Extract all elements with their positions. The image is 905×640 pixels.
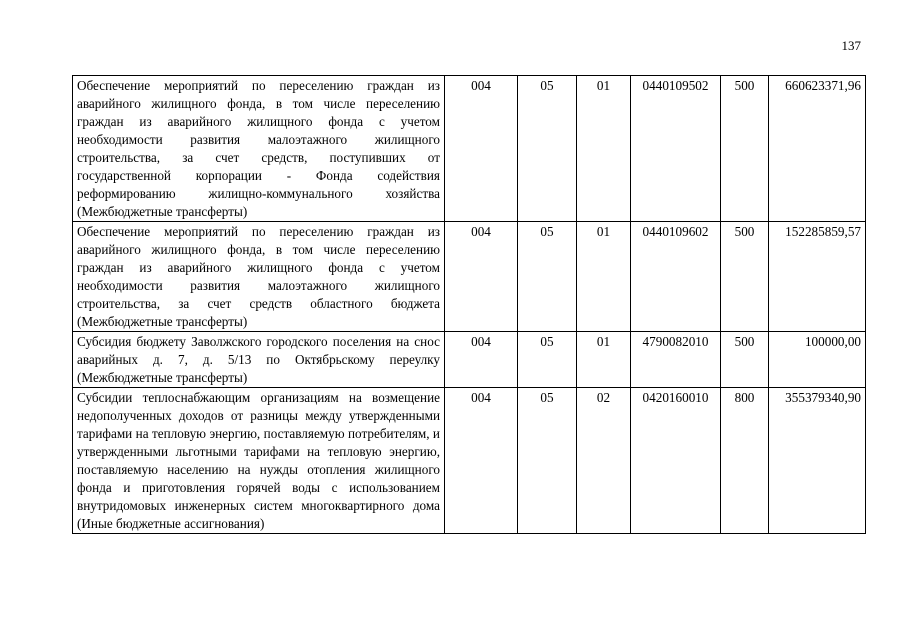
row-description: Субсидии теплоснабжающим организациям на возмещение недополученных доходов от разницы между утвержденными тарифами на тепловую энергию, поставляемую потребителям, и утвержденными льготными тарифами на тепловую энергию, поставляемую населению на нужды отопления жилищного фонда и приготовления горячей воды с использованием внутридомовых инженерных систем многоквартирного дома (Иные бюджетные ассигнования) [73,388,445,534]
row-amount: 660623371,96 [769,76,866,222]
row-description: Обеспечение мероприятий по переселению граждан из аварийного жилищного фонда, в том числе переселению граждан из аварийного жилищного фонда с учетом необходимости развития малоэтажного жилищного строительства, за счет средств областного бюджета (Межбюджетные трансферты) [73,222,445,332]
table-row [73,222,866,332]
table-row [73,388,866,534]
row-department-code: 004 [445,332,518,388]
row-expense-type-code: 800 [721,388,769,534]
row-expense-type-code: 500 [721,332,769,388]
budget-table [72,75,866,534]
row-target-article-code: 0420160010 [631,388,721,534]
table-row [73,332,866,388]
row-department-code: 004 [445,388,518,534]
row-subsection-code: 02 [577,388,631,534]
row-section-code: 05 [518,332,577,388]
row-expense-type-code: 500 [721,76,769,222]
row-subsection-code: 01 [577,332,631,388]
row-target-article-code: 0440109602 [631,222,721,332]
row-amount: 100000,00 [769,332,866,388]
row-department-code: 004 [445,76,518,222]
table-row [73,76,866,222]
row-target-article-code: 0440109502 [631,76,721,222]
row-subsection-code: 01 [577,76,631,222]
row-subsection-code: 01 [577,222,631,332]
row-description: Субсидия бюджету Заволжского городского поселения на снос аварийных д. 7, д. 5/13 по Октябрьскому переулку (Межбюджетные трансферты) [73,332,445,388]
row-department-code: 004 [445,222,518,332]
row-target-article-code: 4790082010 [631,332,721,388]
row-section-code: 05 [518,222,577,332]
row-expense-type-code: 500 [721,222,769,332]
page-number: 137 [841,38,861,53]
row-section-code: 05 [518,76,577,222]
row-description: Обеспечение мероприятий по переселению граждан из аварийного жилищного фонда, в том числе переселению граждан из аварийного жилищного фонда с учетом необходимости развития малоэтажного жилищного строительства, за счет средств, поступивших от государственной корпорации - Фонда содействия реформированию жилищно-коммунального хозяйства (Межбюджетные трансферты) [73,76,445,222]
row-section-code: 05 [518,388,577,534]
row-amount: 355379340,90 [769,388,866,534]
row-amount: 152285859,57 [769,222,866,332]
